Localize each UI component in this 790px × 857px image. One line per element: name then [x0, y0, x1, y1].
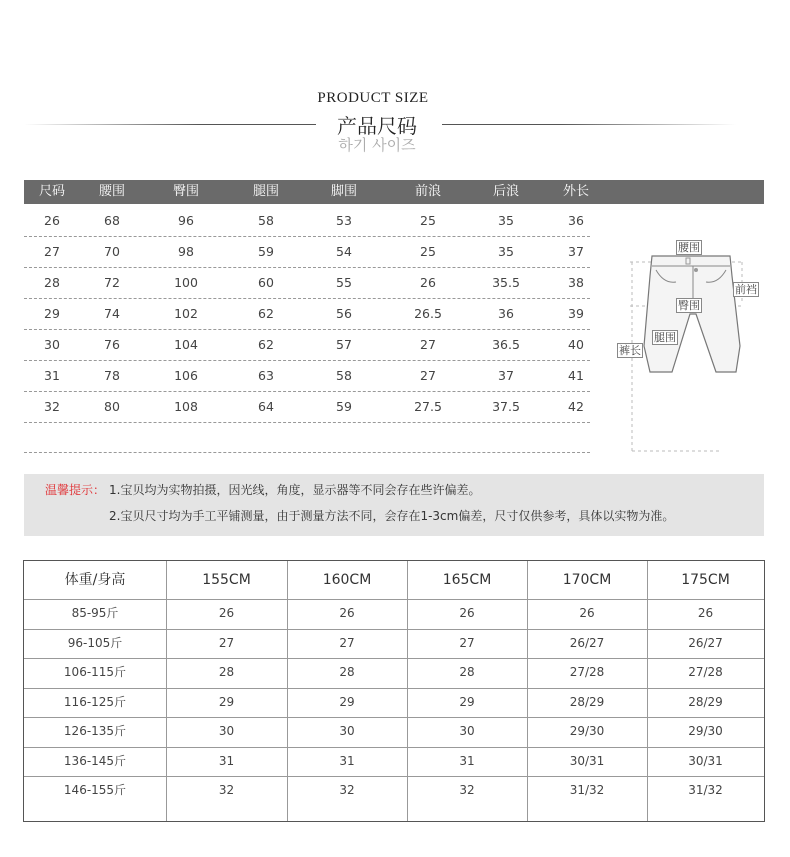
fit-size-cell: 27: [218, 635, 235, 650]
size-cell: 58: [258, 213, 274, 228]
size-cell: 78: [104, 368, 120, 383]
fit-grid-hline: [24, 717, 764, 718]
size-cell: 100: [174, 275, 198, 290]
fit-grid-hline: [24, 747, 764, 748]
size-cell: 63: [258, 368, 274, 383]
fit-size-cell: 27: [459, 635, 475, 650]
fit-size-cell: 30: [218, 724, 235, 738]
label-length: 裤长: [619, 344, 641, 357]
fit-height-header: 175CM: [681, 572, 730, 588]
size-cell: 60: [258, 275, 274, 290]
fit-size-cell: 31/32: [569, 783, 605, 797]
size-cell: 36: [568, 213, 584, 228]
fit-size-cell: 26: [218, 606, 235, 620]
size-cell: 57: [336, 337, 352, 352]
size-cell: 96: [178, 213, 194, 228]
fit-size-cell: 30: [339, 724, 355, 738]
fit-size-cell: 28: [459, 665, 475, 679]
fit-grid-vline: [647, 561, 648, 821]
fit-grid-vline: [407, 561, 408, 821]
size-col-header: 脚围: [330, 184, 357, 199]
fit-height-header: 165CM: [442, 572, 492, 588]
size-cell: 29: [44, 306, 60, 321]
fit-grid-hline: [24, 776, 764, 777]
fit-size-cell: 26: [339, 606, 355, 620]
fit-size-cell: 26: [459, 606, 475, 620]
size-cell: 76: [104, 337, 120, 352]
size-cell: 41: [568, 368, 584, 383]
fit-size-cell: 32: [218, 783, 235, 797]
size-cell: 70: [104, 244, 120, 259]
fit-weight-cell: 126-135斤: [63, 724, 127, 738]
fit-size-cell: 32: [459, 783, 475, 797]
pants-diagram: [612, 236, 762, 456]
fit-size-cell: 31: [339, 753, 355, 768]
table-row: [24, 236, 590, 268]
fit-size-cell: 29/30: [569, 724, 605, 738]
label-front-rise: 前裆: [735, 283, 757, 296]
fit-size-cell: 27: [339, 635, 355, 650]
notice-tag: 温馨提示：: [45, 483, 106, 497]
fit-size-cell: 28/29: [688, 694, 723, 709]
fit-size-cell: 29: [218, 694, 235, 709]
size-cell: 72: [104, 275, 120, 290]
header-title-cn: 产品尺码: [337, 114, 417, 138]
fit-size-cell: 26: [579, 606, 595, 620]
size-col-header: 腿围: [252, 184, 279, 199]
size-cell: 26: [420, 275, 436, 290]
table-row: [24, 360, 590, 392]
label-thigh: 腿围: [654, 331, 676, 344]
size-cell: 98: [178, 244, 194, 259]
table-row: [24, 329, 590, 361]
size-cell: 36.5: [492, 337, 520, 352]
fit-size-cell: 31: [459, 753, 475, 768]
fit-grid-hline: [24, 629, 764, 630]
size-table-header: [24, 180, 764, 204]
size-cell: 28: [44, 275, 60, 290]
size-cell: 37: [498, 368, 514, 383]
fit-grid-vline: [527, 561, 528, 821]
size-cell: 108: [174, 399, 198, 414]
size-cell: 31: [44, 368, 60, 383]
fit-size-cell: 29: [459, 694, 475, 709]
size-cell: 35: [498, 244, 514, 259]
fit-size-cell: 26/27: [569, 635, 605, 650]
fit-size-cell: 26: [697, 606, 714, 620]
fit-weight-cell: 116-125斤: [63, 694, 127, 709]
fit-size-cell: 27/28: [569, 665, 605, 679]
size-cell: 106: [174, 368, 198, 383]
size-cell: 53: [336, 213, 352, 228]
size-cell: 54: [336, 244, 352, 259]
size-cell: 56: [336, 306, 352, 321]
table-row: [24, 267, 590, 299]
notice-box: [24, 474, 764, 536]
fit-weight-cell: 85-95斤: [71, 606, 119, 620]
fit-height-header: 170CM: [562, 572, 612, 588]
size-cell: 59: [336, 399, 352, 414]
size-col-header: 臀围: [172, 184, 199, 199]
fit-size-cell: 30/31: [688, 753, 723, 768]
size-cell: 42: [568, 399, 584, 414]
fit-size-cell: 31/32: [688, 783, 723, 797]
size-cell: 30: [44, 337, 60, 352]
fit-corner-header: 体重/身高: [64, 572, 126, 588]
size-cell: 27.5: [414, 399, 442, 414]
notice-line-1: 1.宝贝均为实物拍摄，因光线，角度，显示器等不同会存在些许偏差。: [109, 483, 481, 497]
fit-height-header: 160CM: [322, 572, 372, 588]
fit-weight-cell: 106-115斤: [63, 665, 127, 679]
fit-size-cell: 29: [339, 694, 355, 709]
fit-grid-hline: [24, 658, 764, 659]
label-waist: 腰围: [678, 241, 700, 254]
fit-size-cell: 28/29: [569, 694, 605, 709]
fit-size-cell: 28: [218, 665, 235, 679]
size-col-header: 前浪: [414, 184, 441, 199]
table-row: [24, 298, 590, 330]
size-col-header: 外长: [562, 184, 589, 199]
size-col-header: 腰围: [98, 184, 125, 199]
notice-line-2: 2.宝贝尺寸均为手工平铺测量，由于测量方法不同，会存在1-3cm偏差，尺寸仅供参考，具体以实物为准。: [109, 509, 675, 523]
size-cell: 27: [420, 368, 436, 383]
fit-weight-cell: 136-145斤: [63, 753, 127, 768]
size-col-header: 尺码: [38, 184, 65, 199]
size-cell: 27: [44, 244, 60, 259]
size-cell: 25: [420, 244, 436, 259]
size-cell: 37.5: [492, 399, 520, 414]
size-cell: 27: [420, 337, 436, 352]
fit-grid-hline: [24, 599, 764, 600]
size-table-empty-row: [24, 421, 590, 453]
size-col-header: 后浪: [492, 184, 519, 199]
size-cell: 26: [44, 213, 60, 228]
size-cell: 59: [258, 244, 274, 259]
size-cell: 35: [498, 213, 514, 228]
size-cell: 37: [568, 244, 584, 259]
fit-grid-hline: [24, 688, 764, 689]
size-cell: 62: [258, 306, 274, 321]
size-cell: 36: [498, 306, 514, 321]
fit-table: [23, 560, 765, 822]
size-cell: 74: [104, 306, 120, 321]
table-row: [24, 391, 590, 423]
size-cell: 32: [44, 399, 60, 414]
fit-size-cell: 30/31: [569, 753, 605, 768]
fit-weight-cell: 146-155斤: [63, 783, 127, 797]
size-cell: 35.5: [492, 275, 520, 290]
size-cell: 38: [568, 275, 584, 290]
size-cell: 80: [104, 399, 120, 414]
size-cell: 68: [104, 213, 120, 228]
fit-size-cell: 32: [339, 783, 355, 797]
fit-size-cell: 26/27: [688, 635, 723, 650]
size-cell: 102: [174, 306, 198, 321]
size-cell: 62: [258, 337, 274, 352]
size-cell: 104: [174, 337, 198, 352]
table-row: [24, 205, 590, 237]
size-cell: 40: [568, 337, 584, 352]
fit-size-cell: 29/30: [688, 724, 723, 738]
size-cell: 25: [420, 213, 436, 228]
fit-grid-vline: [166, 561, 167, 821]
fit-size-cell: 31: [218, 753, 235, 768]
fit-size-cell: 27/28: [688, 665, 723, 679]
header-title-en: PRODUCT SIZE: [317, 90, 429, 106]
size-cell: 26.5: [414, 306, 442, 321]
fit-weight-cell: 96-105斤: [67, 635, 123, 650]
size-cell: 64: [258, 399, 274, 414]
header-title-kr: 하기 사이즈: [338, 136, 416, 154]
size-cell: 58: [336, 368, 352, 383]
size-cell: 39: [568, 306, 584, 321]
label-hip: 臀围: [678, 299, 700, 312]
fit-size-cell: 28: [339, 665, 355, 679]
fit-size-cell: 30: [459, 724, 475, 738]
fit-grid-vline: [287, 561, 288, 821]
fit-height-header: 155CM: [202, 572, 251, 588]
size-cell: 55: [336, 275, 352, 290]
